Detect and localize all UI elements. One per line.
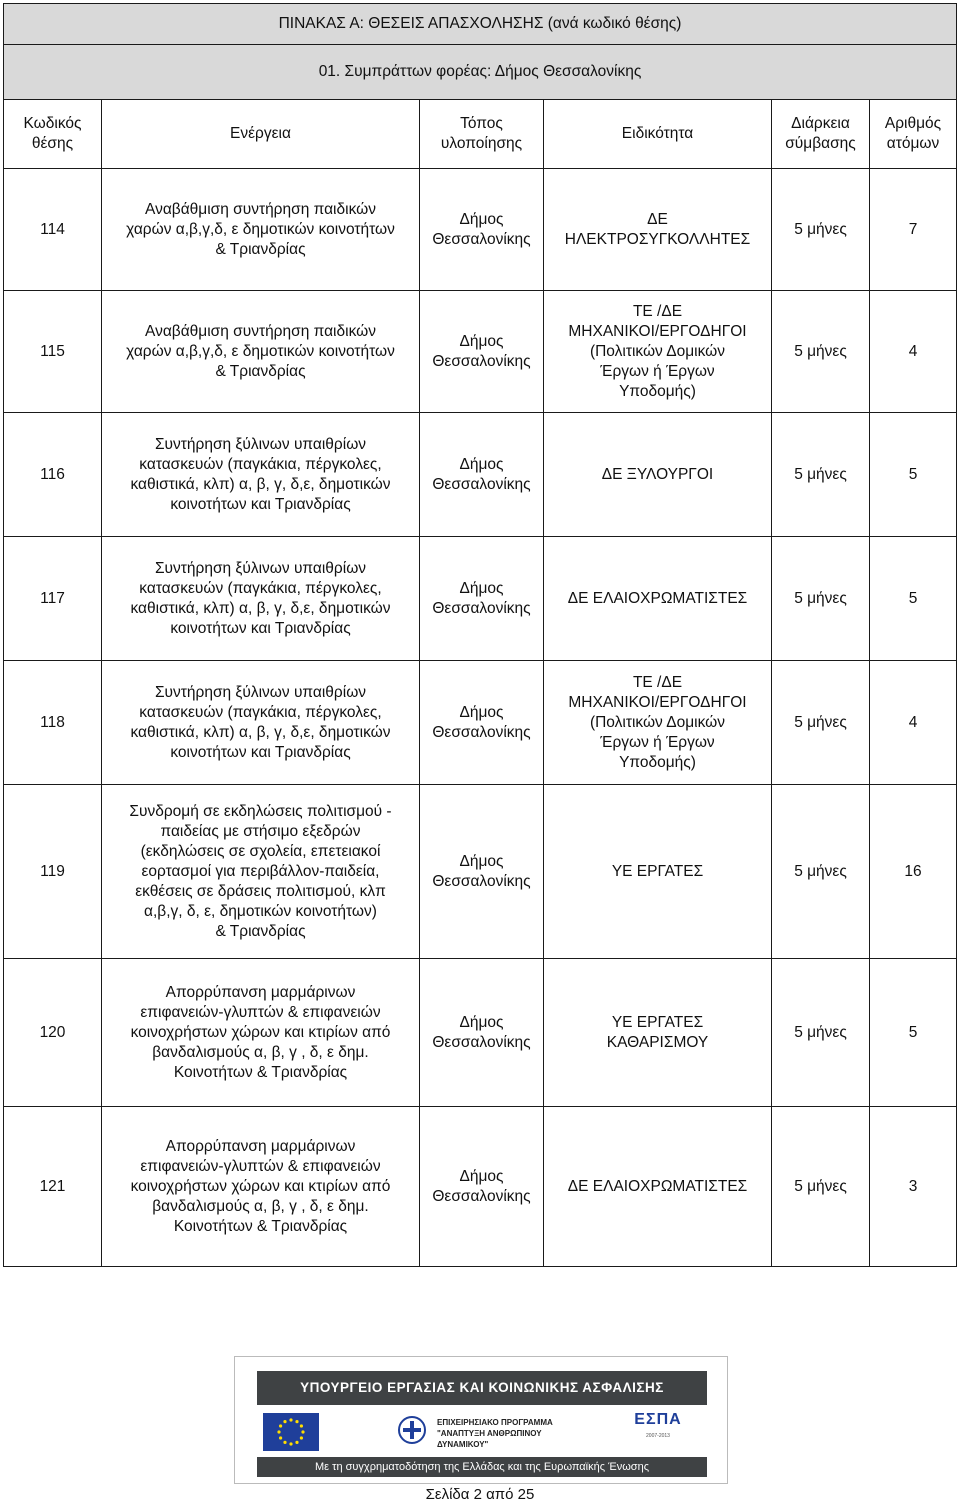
cell-specialty: ΤΕ /ΔΕ ΜΗΧΑΝΙΚΟΙ/ΕΡΓΟΔΗΓΟΙ (Πολιτικών Δομικών Έργων ή Έργων Υποδομής) — [544, 291, 772, 413]
cell-code: 121 — [4, 1107, 102, 1267]
cell-code: 119 — [4, 785, 102, 959]
cell-specialty: ΤΕ /ΔΕ ΜΗΧΑΝΙΚΟΙ/ΕΡΓΟΔΗΓΟΙ (Πολιτικών Δομικών Έργων ή Έργων Υποδομής) — [544, 661, 772, 785]
footer-banner — [234, 1356, 728, 1484]
cell-duration: 5 μήνες — [772, 169, 870, 291]
table-row — [4, 413, 957, 537]
cell-location: Δήμος Θεσσαλονίκης — [420, 785, 544, 959]
espa-title: ΕΣΠΑ — [634, 1411, 682, 1428]
cell-specialty: ΔΕ ΗΛΕΚΤΡΟΣΥΓΚΟΛΛΗΤΕΣ — [544, 169, 772, 291]
greek-emblem-icon — [397, 1415, 427, 1445]
ministry-bar: ΥΠΟΥΡΓΕΙΟ ΕΡΓΑΣΙΑΣ ΚΑΙ ΚΟΙΝΩΝΙΚΗΣ ΑΣΦΑΛΙΣΗΣ — [257, 1371, 707, 1405]
cell-code: 120 — [4, 959, 102, 1107]
cell-location: Δήμος Θεσσαλονίκης — [420, 959, 544, 1107]
table-row — [4, 959, 957, 1107]
cell-persons: 5 — [870, 413, 957, 537]
cell-specialty: ΥΕ ΕΡΓΑΤΕΣ ΚΑΘΑΡΙΣΜΟΥ — [544, 959, 772, 1107]
cell-code: 115 — [4, 291, 102, 413]
program-name: ΕΠΙΧΕΙΡΗΣΙΑΚΟ ΠΡΟΓΡΑΜΜΑ "ΑΝΑΠΤΥΞΗ ΑΝΘΡΩΠΙΝΟΥ ΔΥΝΑΜΙΚΟΥ" — [437, 1418, 553, 1449]
cell-persons: 5 — [870, 537, 957, 661]
cell-persons: 4 — [870, 291, 957, 413]
table-row — [4, 785, 957, 959]
cell-action: Συνδρομή σε εκδηλώσεις πολιτισμού - παιδείας με στήσιμο εξεδρών (εκδηλώσεις σε σχολεία, επετειακοί εορτασμοί για περιβάλλον-παιδεία, εκθέσεις σε δράσεις πολιτισμού, κλπ α,β,γ, δ, ε, δημοτικών κοινοτήτων) & Τριανδρίας — [102, 785, 420, 959]
espa-logo — [612, 1411, 704, 1455]
cell-code: 118 — [4, 661, 102, 785]
page-number: Σελίδα 2 από 25 — [425, 1486, 535, 1503]
table-subtitle-row — [4, 45, 957, 100]
table-row — [4, 169, 957, 291]
header-specialty: Ειδικότητα — [544, 100, 772, 169]
cell-action: Αναβάθμιση συντήρηση παιδικών χαρών α,β,γ,δ, ε δημοτικών κοινοτήτων & Τριανδρίας — [102, 291, 420, 413]
header-location: Τόπος υλοποίησης — [420, 100, 544, 169]
table-row — [4, 661, 957, 785]
table-row — [4, 291, 957, 413]
header-row — [4, 100, 957, 169]
cell-location: Δήμος Θεσσαλονίκης — [420, 169, 544, 291]
cell-location: Δήμος Θεσσαλονίκης — [420, 1107, 544, 1267]
header-code: Κωδικός θέσης — [4, 100, 102, 169]
cell-duration: 5 μήνες — [772, 959, 870, 1107]
cell-code: 117 — [4, 537, 102, 661]
cell-persons: 16 — [870, 785, 957, 959]
cell-specialty: ΔΕ ΞΥΛΟΥΡΓΟΙ — [544, 413, 772, 537]
cell-location: Δήμος Θεσσαλονίκης — [420, 413, 544, 537]
cell-persons: 7 — [870, 169, 957, 291]
cell-persons: 5 — [870, 959, 957, 1107]
cell-location: Δήμος Θεσσαλονίκης — [420, 661, 544, 785]
table-title: ΠΙΝΑΚΑΣ Α: ΘΕΣΕΙΣ ΑΠΑΣΧΟΛΗΣΗΣ (ανά κωδικό θέσης) — [4, 4, 957, 45]
cell-location: Δήμος Θεσσαλονίκης — [420, 537, 544, 661]
table-row — [4, 1107, 957, 1267]
cell-duration: 5 μήνες — [772, 537, 870, 661]
cell-action: Απορρύπανση μαρμάρινων επιφανειών-γλυπτών & επιφανειών κοινοχρήστων χώρων και κτιρίων από βανδαλισμούς α, β, γ , δ, ε δημ. Κοινοτήτων & Τριανδρίας — [102, 1107, 420, 1267]
cell-action: Αναβάθμιση συντήρηση παιδικών χαρών α,β,γ,δ, ε δημοτικών κοινοτήτων & Τριανδρίας — [102, 169, 420, 291]
cell-action: Απορρύπανση μαρμάρινων επιφανειών-γλυπτών & επιφανειών κοινοχρήστων χώρων και κτιρίων από βανδαλισμούς α, β, γ , δ, ε δημ. Κοινοτήτων & Τριανδρίας — [102, 959, 420, 1107]
cell-code: 116 — [4, 413, 102, 537]
espa-sub: 2007-2013 — [646, 1433, 670, 1439]
cell-specialty: ΥΕ ΕΡΓΑΤΕΣ — [544, 785, 772, 959]
logo-row — [257, 1409, 707, 1457]
cell-specialty: ΔΕ ΕΛΑΙΟΧΡΩΜΑΤΙΣΤΕΣ — [544, 1107, 772, 1267]
cell-location: Δήμος Θεσσαλονίκης — [420, 291, 544, 413]
cofund-bar: Με τη συγχρηματοδότηση της Ελλάδας και της Ευρωπαϊκής Ένωσης — [257, 1457, 707, 1477]
header-action: Ενέργεια — [102, 100, 420, 169]
cell-persons: 3 — [870, 1107, 957, 1267]
cell-specialty: ΔΕ ΕΛΑΙΟΧΡΩΜΑΤΙΣΤΕΣ — [544, 537, 772, 661]
cell-action: Συντήρηση ξύλινων υπαιθρίων κατασκευών (παγκάκια, πέργκολες, καθιστικά, κλπ) α, β, γ, δ,ε, δημοτικών κοινοτήτων και Τριανδρίας — [102, 661, 420, 785]
cell-duration: 5 μήνες — [772, 291, 870, 413]
cell-persons: 4 — [870, 661, 957, 785]
cell-duration: 5 μήνες — [772, 413, 870, 537]
positions-table — [3, 3, 957, 1267]
cell-duration: 5 μήνες — [772, 661, 870, 785]
table-title-row — [4, 4, 957, 45]
header-duration: Διάρκεια σύμβασης — [772, 100, 870, 169]
cell-action: Συντήρηση ξύλινων υπαιθρίων κατασκευών (παγκάκια, πέργκολες, καθιστικά, κλπ) α, β, γ, δ,ε, δημοτικών κοινοτήτων και Τριανδρίας — [102, 413, 420, 537]
cell-duration: 5 μήνες — [772, 785, 870, 959]
table-row — [4, 537, 957, 661]
header-persons: Αριθμός ατόμων — [870, 100, 957, 169]
cell-code: 114 — [4, 169, 102, 291]
cell-action: Συντήρηση ξύλινων υπαιθρίων κατασκευών (παγκάκια, πέργκολες, καθιστικά, κλπ) α, β, γ, δ,ε, δημοτικών κοινοτήτων και Τριανδρίας — [102, 537, 420, 661]
table-subtitle: 01. Συμπράττων φορέας: Δήμος Θεσσαλονίκης — [4, 45, 957, 100]
eu-flag-icon — [263, 1413, 319, 1451]
cell-duration: 5 μήνες — [772, 1107, 870, 1267]
